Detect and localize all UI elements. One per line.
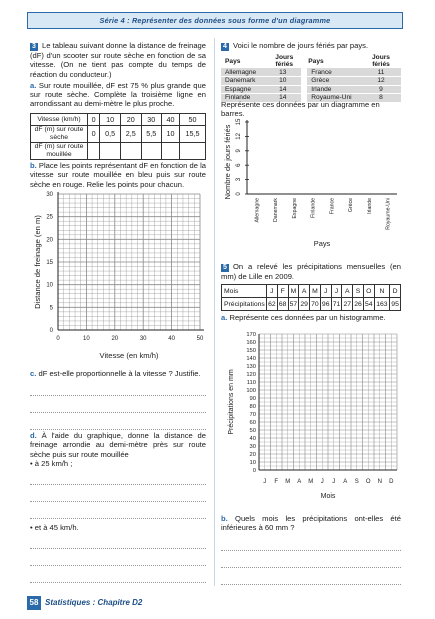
table-cell: 68 — [277, 298, 288, 311]
instruction-text: Représente ces données par un diagramme en barres. — [221, 100, 380, 119]
question-d-text: À l'aide du graphique, donne la distance de freinage arrondie au demi-mètre près sur route sèche puis sur route mouillée — [30, 431, 206, 459]
y-tick-label: 15 — [46, 260, 53, 266]
y-tick-label: 80 — [249, 404, 256, 410]
answer-line[interactable] — [30, 507, 206, 519]
table-cell: 9 — [361, 85, 401, 94]
table-cell[interactable] — [100, 143, 121, 160]
table-cell: 0,5 — [100, 126, 121, 143]
y-tick-label: 10 — [46, 282, 53, 289]
x-tick-label: Royaume-Uni — [385, 198, 392, 230]
x-tick-label: 50 — [196, 336, 204, 342]
y-tick-label: 50 — [249, 428, 256, 434]
y-tick-label: 70 — [249, 412, 256, 418]
table-cell: 15,5 — [179, 126, 205, 143]
table-row — [31, 114, 206, 126]
x-axis-label: Vitesse (en km/h) — [99, 351, 159, 360]
table-cell[interactable] — [179, 143, 205, 160]
row-header: Vitesse (km/h) — [31, 114, 88, 126]
question-c-text: dF est-elle proportionnelle à la vitesse ? Justifie. — [38, 369, 201, 378]
row-header: dF (m) sur route sèche — [31, 126, 88, 143]
answer-line[interactable] — [221, 573, 401, 585]
y-axis-label: Précipitations en mm — [228, 369, 235, 435]
table-cell: 14 — [264, 85, 304, 94]
table-cell: Grèce — [304, 77, 361, 86]
question-5a — [221, 313, 401, 322]
x-tick-label: 10 — [83, 336, 90, 342]
table-cell: 20 — [120, 114, 141, 126]
table-cell: J — [320, 285, 331, 298]
table-cell: 12 — [361, 77, 401, 86]
table-cell: 14 — [264, 94, 304, 103]
exercise-intro: Le tableau suivant donne la distance de freinage (dF) d'un scooter sur route sèche en fonction de sa vitesse. (On ne tient pas compte du temps de réaction du conducteur.) — [30, 41, 206, 79]
question-a-text: Représente ces données par un histogramme. — [229, 313, 386, 322]
table-cell: 54 — [363, 298, 374, 311]
exercise-4-instruction — [221, 100, 401, 119]
y-tick-label: 30 — [249, 444, 256, 450]
y-tick-label: 150 — [246, 348, 256, 354]
question-label: b. — [30, 161, 37, 170]
y-tick-label: 25 — [46, 214, 53, 221]
question-label: c. — [30, 369, 37, 378]
y-axis-label: Nombre de jours fériés — [223, 124, 232, 200]
table-cell: 26 — [353, 298, 364, 311]
holidays-table — [221, 54, 401, 103]
table-cell: 2,5 — [120, 126, 141, 143]
table-cell: 8 — [361, 94, 401, 103]
chapter-title: Statistiques : Chapitre D2 — [45, 598, 143, 607]
table-row — [31, 143, 206, 160]
table-cell[interactable] — [141, 143, 162, 160]
y-tick-label: 20 — [46, 237, 53, 244]
y-tick-label: 3 — [236, 177, 242, 182]
y-tick-label: 5 — [49, 305, 53, 312]
table-cell: 96 — [320, 298, 331, 311]
y-tick-label: 0 — [236, 192, 242, 196]
table-cell: D — [390, 285, 401, 298]
y-tick-label: 15 — [236, 118, 242, 126]
table-cell: Finlande — [221, 94, 264, 103]
x-tick-label: J — [320, 479, 324, 485]
table-cell: France — [304, 68, 361, 76]
question-5b — [221, 514, 401, 585]
column-header: Jours fériés — [275, 54, 294, 69]
column-divider — [214, 38, 215, 586]
table-cell: Royaume-Uni — [304, 94, 361, 103]
table-cell: 10 — [100, 114, 121, 126]
table-row — [221, 68, 401, 76]
x-tick-label: 20 — [111, 336, 119, 342]
x-tick-label: 40 — [168, 336, 175, 342]
table-cell: M — [288, 285, 299, 298]
page-title: Série 4 : Représenter des données sous forme d'un diagramme — [27, 12, 403, 29]
y-tick-label: 20 — [249, 452, 256, 458]
table-cell: 10 — [162, 126, 180, 143]
y-tick-label: 9 — [236, 149, 242, 153]
table-cell: 71 — [331, 298, 342, 311]
y-tick-label: 12 — [236, 133, 242, 140]
x-tick-label: Irlande — [366, 198, 373, 214]
y-tick-label: 160 — [246, 340, 256, 346]
question-b-text: Quels mois les précipitations ont-elles été inférieures à 60 mm ? — [221, 514, 401, 533]
x-tick-label: J — [263, 479, 267, 485]
table-cell: N — [374, 285, 390, 298]
x-axis-label: Pays — [313, 239, 331, 248]
y-tick-label: 90 — [249, 396, 256, 402]
page-footer — [27, 596, 187, 610]
exercise-intro: On a relevé les précipitations mensuelles (en mm) de Lille en 2009. — [221, 262, 401, 281]
x-tick-label: Finlande — [310, 198, 317, 218]
precipitation-histogram[interactable] — [221, 326, 403, 506]
exercise-3 — [30, 41, 206, 109]
y-tick-label: 100 — [246, 388, 256, 394]
x-axis-label: Mois — [320, 493, 336, 500]
table-cell: 5,5 — [141, 126, 162, 143]
y-tick-label: 60 — [249, 420, 256, 426]
table-cell: Allemagne — [221, 68, 264, 76]
y-tick-label: 110 — [246, 380, 256, 386]
y-tick-label: 170 — [246, 332, 256, 338]
y-tick-label: 120 — [246, 372, 256, 378]
table-cell: 11 — [361, 68, 401, 76]
bullet-item: • et à 45 km/h. — [30, 523, 79, 533]
table-cell: Danemark — [221, 77, 264, 86]
precipitation-table — [221, 284, 401, 311]
table-cell: O — [363, 285, 374, 298]
table-cell: F — [277, 285, 288, 298]
x-tick-label: France — [329, 198, 336, 215]
table-row — [221, 77, 401, 86]
row-header: Précipitations — [222, 298, 267, 311]
answer-line[interactable] — [30, 490, 206, 502]
answer-line[interactable] — [30, 384, 206, 396]
y-tick-label: 130 — [246, 364, 256, 370]
bullet-item: • à 25 km/h ; — [30, 458, 73, 468]
table-cell: A — [299, 285, 310, 298]
braking-distance-chart[interactable] — [28, 190, 210, 362]
table-cell: Espagne — [221, 85, 264, 94]
table-cell: 62 — [267, 298, 278, 311]
exercise-5 — [221, 262, 401, 281]
table-header-row — [221, 54, 401, 68]
x-tick-label: S — [354, 479, 359, 485]
answer-line[interactable] — [30, 571, 206, 583]
answer-line[interactable] — [221, 556, 401, 568]
table-cell: M — [310, 285, 321, 298]
table-cell: 29 — [299, 298, 310, 311]
x-tick-label: J — [332, 479, 336, 485]
answer-line[interactable] — [30, 418, 206, 430]
y-tick-label: 0 — [252, 468, 256, 474]
column-header: Pays — [225, 57, 241, 65]
answer-line[interactable] — [30, 537, 206, 549]
x-tick-label: N — [377, 479, 382, 485]
table-cell: 95 — [390, 298, 401, 311]
question-d — [30, 431, 206, 583]
table-cell[interactable] — [88, 143, 100, 160]
table-cell: 40 — [162, 114, 180, 126]
y-tick-label: 40 — [249, 436, 256, 442]
table-cell: 0 — [88, 126, 100, 143]
x-tick-label: 0 — [56, 336, 60, 342]
row-header: Mois — [222, 285, 267, 298]
table-cell: 0 — [88, 114, 100, 126]
question-b — [30, 161, 206, 189]
answer-line[interactable] — [30, 401, 206, 413]
table-cell: 70 — [310, 298, 321, 311]
column-header: Jours fériés — [372, 54, 390, 69]
answer-line[interactable] — [221, 539, 401, 551]
y-axis-label: Distance de freinage (en m) — [33, 215, 42, 309]
x-tick-label: A — [297, 479, 302, 485]
table-cell: 27 — [342, 298, 353, 311]
table-row — [31, 126, 206, 143]
exercise-number: 5 — [221, 264, 229, 272]
x-tick-label: D — [389, 479, 394, 485]
y-tick-label: 140 — [246, 356, 256, 362]
table-cell: 10 — [264, 77, 304, 86]
exercise-4 — [221, 41, 401, 51]
x-tick-label: 30 — [139, 336, 147, 342]
table-cell: A — [342, 285, 353, 298]
table-cell: S — [353, 285, 364, 298]
table-cell: Irlande — [304, 85, 361, 94]
x-tick-label: Allemagne — [254, 198, 261, 223]
table-cell: 57 — [288, 298, 299, 311]
table-cell: 163 — [374, 298, 390, 311]
table-row — [222, 285, 401, 298]
question-label: d. — [30, 431, 37, 440]
y-tick-label: 30 — [46, 192, 53, 198]
answer-line[interactable] — [30, 554, 206, 566]
question-label: a. — [221, 313, 228, 322]
exercise-intro: Voici le nombre de jours fériés par pays. — [233, 41, 369, 50]
y-tick-label: 10 — [249, 460, 256, 466]
question-label: b. — [221, 514, 228, 523]
table-cell: 13 — [264, 68, 304, 76]
row-header: dF (m) sur route mouillée — [31, 143, 88, 160]
y-tick-label: 6 — [236, 163, 242, 167]
x-tick-label: M — [308, 479, 314, 485]
exercise-number: 4 — [221, 43, 229, 51]
y-tick-label: 0 — [49, 328, 53, 334]
x-tick-label: Danemark — [273, 198, 280, 222]
table-cell[interactable] — [120, 143, 141, 160]
x-tick-label: M — [285, 479, 291, 485]
question-a-text: Sur route mouillée, dF est 75 % plus grande que sur route sèche. Complète la troisième ligne en arrondissant au demi-mètre le plus proche. — [30, 80, 206, 109]
exercise-number: 3 — [30, 43, 38, 51]
question-label: a. — [30, 80, 37, 90]
speed-table — [30, 113, 206, 160]
question-c — [30, 369, 206, 430]
x-tick-label: Grèce — [348, 198, 355, 213]
page-number: 58 — [27, 596, 41, 610]
table-cell: J — [267, 285, 278, 298]
table-cell[interactable] — [162, 143, 180, 160]
holidays-bar-chart[interactable] — [221, 118, 403, 252]
table-row — [221, 85, 401, 94]
table-cell: J — [331, 285, 342, 298]
x-tick-label: A — [343, 479, 348, 485]
x-tick-label: F — [274, 479, 279, 485]
question-b-text: Place les points représentant dF en fonction de la vitesse sur route mouillée en bleu puis sur route sèche en rouge. Relie les points pour chacun. — [30, 161, 206, 189]
table-cell: 30 — [141, 114, 162, 126]
answer-line[interactable] — [30, 473, 206, 485]
column-header: Pays — [308, 57, 324, 65]
table-row — [222, 298, 401, 311]
x-tick-label: Espagne — [291, 198, 298, 219]
x-tick-label: O — [365, 479, 371, 485]
table-cell: 50 — [179, 114, 205, 126]
